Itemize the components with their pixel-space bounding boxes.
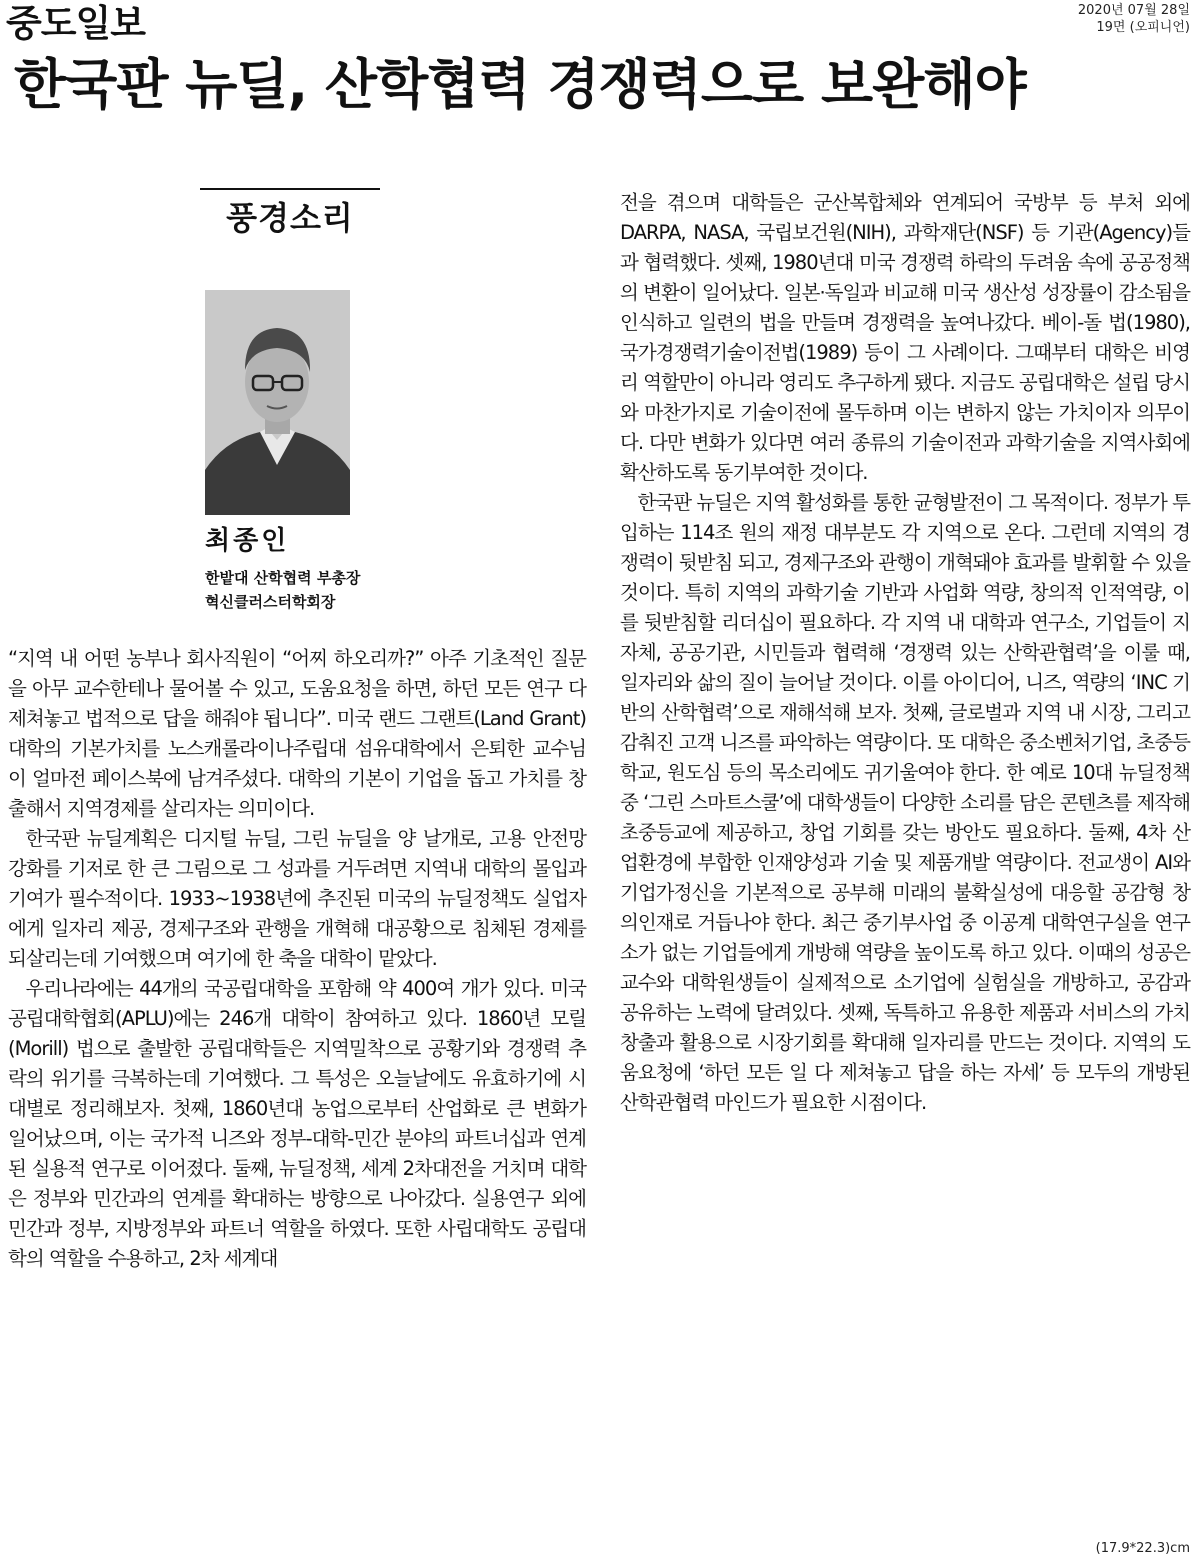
left-column xyxy=(8,644,586,1274)
paragraph: 전을 겪으며 대학들은 군산복합체와 연계되어 국방부 등 부처 외에 DARPA, NASA, 국립보건원(NIH), 과학재단(NSF) 등 기관(Agency)들과 협력했다. 셋째, 1980년대 미국 경쟁력 하락의 두려움 속에 공공정책의 변환이 일어났다. 일본·독일과 비교해 미국 생산성 성장률이 감소됨을 인식하고 일련의 법을 만들며 경쟁력을 높여나갔다. 베이-돌 법(1980), 국가경쟁력기술이전법(1989) 등이 그 사례이다. 그때부터 대학은 비영리 역할만이 아니라 영리도 추구하게 됐다. 지금도 공립대학은 설립 당시와 마찬가지로 기술이전에 몰두하며 이는 변하지 않는 가치이자 의무이다. 다만 변화가 있다면 여러 종류의 기술이전과 과학기술을 지역사회에 확산하도록 동기부여한 것이다. xyxy=(620,191,1190,484)
paragraph: 우리나라에는 44개의 국공립대학을 포함해 약 400여 개가 있다. 미국 공립대학협회(APLU)에는 246개 대학이 참여하고 있다. 1860년 모릴(Morill) 법으로 출발한 공립대학들은 지역밀착으로 공황기와 경쟁력 추락의 위기를 극복하는데 기여했다. 그 특성은 오늘날에도 유효하기에 시대별로 정리해보자. 첫째, 1860년대 농업으로부터 산업화로 큰 변화가 일어났으며, 이는 국가적 니즈와 정부-대학-민간 분야의 파트너십과 연계된 실용적 연구로 이어졌다. 둘째, 뉴딜정책, 세계 2차대전을 거치며 대학은 정부와 민간과의 연계를 확대하는 방향으로 나아갔다. 실용연구 외에 민간과 정부, 지방정부와 파트너 역할을 하였다. 또한 사립대학도 공립대학의 역할을 수용하고, 2차 세계대 xyxy=(8,977,586,1270)
author-role-2: 혁신클러스터학회장 xyxy=(205,593,336,611)
author-name: 최종인 xyxy=(205,526,290,556)
paragraph: 한국판 뉴딜계획은 디지털 뉴딜, 그린 뉴딜을 양 날개로, 고용 안전망 강화를 기저로 한 큰 그림으로 그 성과를 거두려면 지역내 대학의 몰입과 기여가 필수적이다. 1933~1938년에 추진된 미국의 뉴딜정책도 실업자에게 일자리 제공, 경제구조와 관행을 개혁해 대공황으로 침체된 경제를 되살리는데 기여했으며 여기에 한 축을 대학이 맡았다. xyxy=(8,827,586,970)
paragraph: 한국판 뉴딜은 지역 활성화를 통한 균형발전이 그 목적이다. 정부가 투입하는 114조 원의 재정 대부분도 각 지역으로 온다. 그런데 지역의 경쟁력이 뒷받침 되고, 경제구조와 관행이 개혁돼야 효과를 발휘할 수 있을 것이다. 특히 지역의 과학기술 기반과 사업화 역량, 창의적 인적역량, 이를 뒷받침할 리더십이 필요하다. 각 지역 내 대학과 연구소, 기업들이 지자체, 공공기관, 시민들과 협력해 ‘경쟁력 있는 산학관협력’을 이룰 때, 일자리와 삶의 질이 늘어날 것이다. 이를 아이디어, 니즈, 역량의 ‘INC 기반의 산학협력’으로 재해석해 보자. 첫째, 글로벌과 지역 내 시장, 그리고 감춰진 고객 니즈를 파악하는 역량이다. 또 대학은 중소벤처기업, 초중등학교, 원도심 등의 목소리에도 귀기울여야 한다. 한 예로 10대 뉴딜정책 중 ‘그린 스마트스쿨’에 대학생들이 다양한 소리를 담은 콘텐츠를 제작해 초중등교에 제공하고, 창업 기회를 갖는 방안도 필요하다. 둘째, 4차 산업환경에 부합한 인재양성과 기술 및 제품개발 역량이다. 전교생이 AI와 기업가정신을 기본적으로 공부해 미래의 불확실성에 대응할 공감형 창의인재로 거듭나야 한다. 최근 중기부사업 중 이공계 대학연구실을 연구소가 없는 기업들에게 개방해 역량을 높이도록 하고 있다. 이때의 성공은 교수와 대학원생들이 실제적으로 소기업에 실험실을 개방하고, 공감과 공유하는 노력에 달려있다. 셋째, 독특하고 유용한 제품과 서비스의 가치 창출과 활용으로 시장기회를 확대해 일자리를 만드는 것이다. 지역의 도움요청에 ‘하던 모든 일 다 제쳐놓고 답을 하는 자세’ 등 모두의 개방된 산학관협력 마인드가 필요한 시점이다. xyxy=(620,491,1190,1114)
dateline-date: 2020년 07월 28일 xyxy=(1077,3,1190,18)
dateline xyxy=(1078,2,1190,36)
size-note: (17.9*22.3)cm xyxy=(1095,1541,1190,1556)
author-role xyxy=(205,566,360,614)
author-role-1: 한밭대 산학협력 부총장 xyxy=(205,569,361,587)
dateline-page: 19면 (오피니언) xyxy=(1096,20,1190,35)
author-portrait-icon xyxy=(205,290,350,515)
paragraph: “지역 내 어떤 농부나 회사직원이 “어찌 하오리까?” 아주 기초적인 질문을 아무 교수한테나 물어볼 수 있고, 도움요청을 하면, 하던 모든 연구 다 제쳐놓고 법적으로 답을 해줘야 됩니다”. 미국 랜드 그랜트(Land Grant) 대학의 기본가치를 노스캐롤라이나주립대 섬유대학에서 은퇴한 교수님이 얼마전 페이스북에 남겨주셨다. 대학의 기본이 기업을 돕고 가치를 창출해서 지역경제를 살리자는 의미이다. xyxy=(8,647,586,820)
section-label: 풍경소리 xyxy=(226,199,354,237)
section-rule xyxy=(200,188,380,190)
headline: 한국판 뉴딜, 산학협력 경쟁력으로 보완해야 xyxy=(14,53,1026,116)
masthead: 중도일보 xyxy=(6,2,145,45)
right-column xyxy=(620,188,1190,1118)
author-photo xyxy=(205,290,350,515)
